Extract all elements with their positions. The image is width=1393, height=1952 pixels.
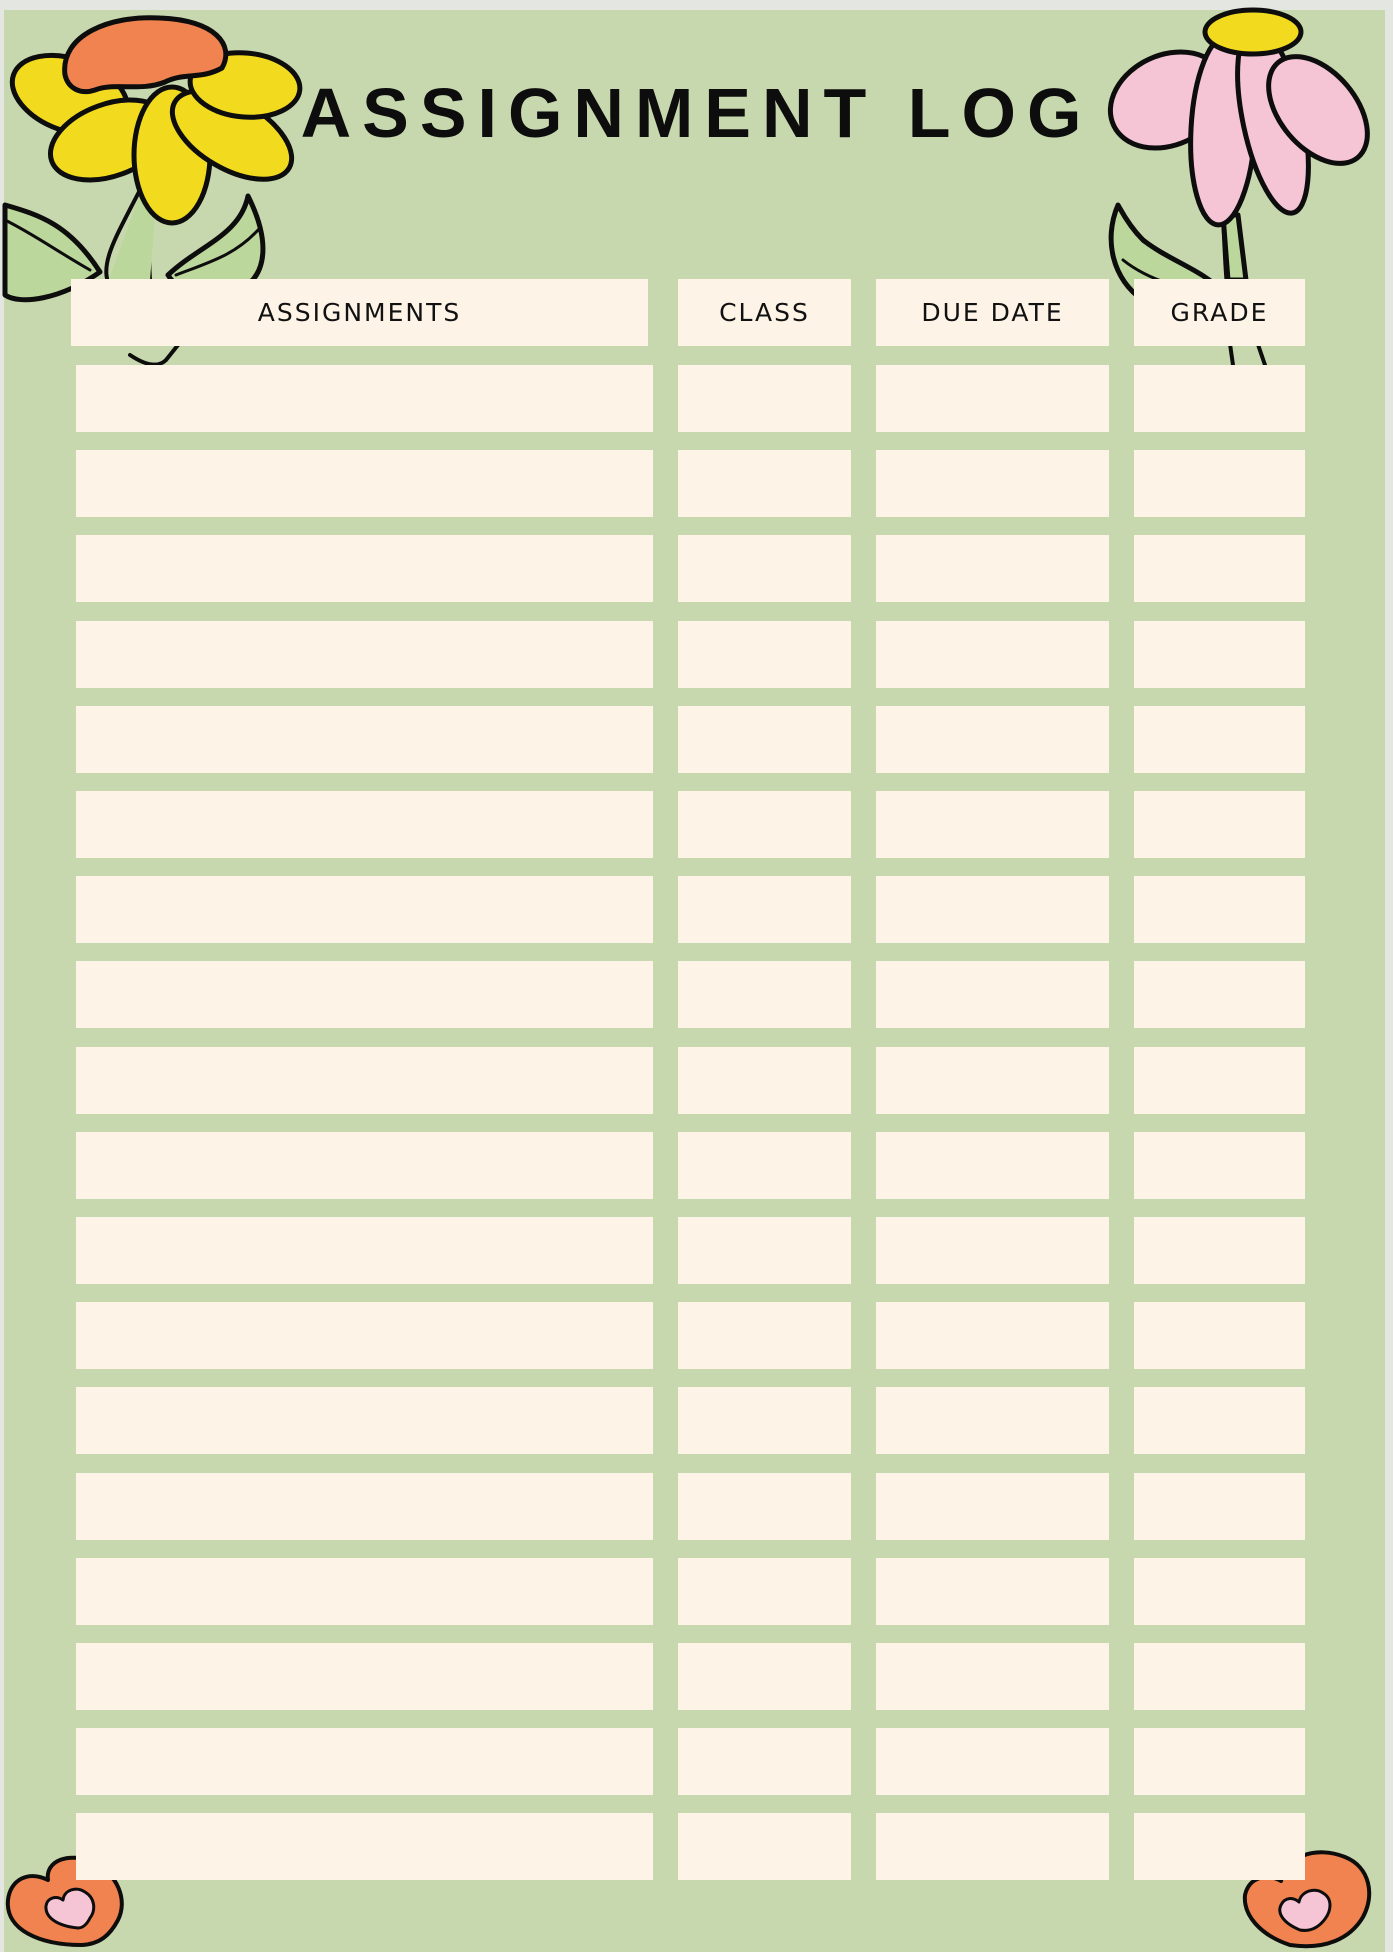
due-date-cell[interactable] [876, 876, 1109, 943]
grade-cell[interactable] [1134, 621, 1305, 688]
class-cell[interactable] [678, 1473, 851, 1540]
grade-cell[interactable] [1134, 1558, 1305, 1625]
grade-cell[interactable] [1134, 1813, 1305, 1880]
assignment-cell[interactable] [76, 450, 653, 517]
grade-cell[interactable] [1134, 1643, 1305, 1710]
assignment-cell[interactable] [76, 621, 653, 688]
class-cell[interactable] [678, 706, 851, 773]
column-header-grade: GRADE [1134, 279, 1305, 346]
grade-cell[interactable] [1134, 876, 1305, 943]
column-header-due-date: DUE DATE [876, 279, 1109, 346]
class-cell[interactable] [678, 961, 851, 1028]
assignment-cell[interactable] [76, 876, 653, 943]
grade-cell[interactable] [1134, 961, 1305, 1028]
grade-cell[interactable] [1134, 1047, 1305, 1114]
class-cell[interactable] [678, 1813, 851, 1880]
column-header-assignments: ASSIGNMENTS [71, 279, 648, 346]
class-cell[interactable] [678, 450, 851, 517]
due-date-cell[interactable] [876, 1728, 1109, 1795]
due-date-cell[interactable] [876, 706, 1109, 773]
assignment-cell[interactable] [76, 1558, 653, 1625]
assignment-cell[interactable] [76, 1132, 653, 1199]
due-date-cell[interactable] [876, 1302, 1109, 1369]
grade-cell[interactable] [1134, 365, 1305, 432]
grade-cell[interactable] [1134, 1473, 1305, 1540]
assignment-cell[interactable] [76, 1473, 653, 1540]
grade-cell[interactable] [1134, 1217, 1305, 1284]
class-cell[interactable] [678, 535, 851, 602]
due-date-cell[interactable] [876, 791, 1109, 858]
page-title: ASSIGNMENT LOG [300, 74, 1093, 152]
grade-cell[interactable] [1134, 791, 1305, 858]
assignment-cell[interactable] [76, 1387, 653, 1454]
class-cell[interactable] [678, 1217, 851, 1284]
due-date-cell[interactable] [876, 1558, 1109, 1625]
grade-cell[interactable] [1134, 1302, 1305, 1369]
class-cell[interactable] [678, 791, 851, 858]
due-date-cell[interactable] [876, 535, 1109, 602]
due-date-cell[interactable] [876, 1813, 1109, 1880]
class-cell[interactable] [678, 1302, 851, 1369]
due-date-cell[interactable] [876, 1132, 1109, 1199]
class-cell[interactable] [678, 621, 851, 688]
class-cell[interactable] [678, 1132, 851, 1199]
grade-cell[interactable] [1134, 1132, 1305, 1199]
class-cell[interactable] [678, 365, 851, 432]
class-cell[interactable] [678, 1643, 851, 1710]
due-date-cell[interactable] [876, 365, 1109, 432]
class-cell[interactable] [678, 876, 851, 943]
due-date-cell[interactable] [876, 621, 1109, 688]
grade-cell[interactable] [1134, 1728, 1305, 1795]
assignment-cell[interactable] [76, 1047, 653, 1114]
assignment-cell[interactable] [76, 961, 653, 1028]
assignment-cell[interactable] [76, 1813, 653, 1880]
assignment-cell[interactable] [76, 1643, 653, 1710]
assignment-cell[interactable] [76, 791, 653, 858]
assignment-cell[interactable] [76, 1302, 653, 1369]
class-cell[interactable] [678, 1387, 851, 1454]
due-date-cell[interactable] [876, 450, 1109, 517]
grade-cell[interactable] [1134, 1387, 1305, 1454]
due-date-cell[interactable] [876, 1643, 1109, 1710]
assignment-cell[interactable] [76, 706, 653, 773]
class-cell[interactable] [678, 1047, 851, 1114]
class-cell[interactable] [678, 1558, 851, 1625]
due-date-cell[interactable] [876, 1473, 1109, 1540]
assignment-cell[interactable] [76, 365, 653, 432]
due-date-cell[interactable] [876, 1387, 1109, 1454]
column-header-class: CLASS [678, 279, 851, 346]
grade-cell[interactable] [1134, 450, 1305, 517]
assignment-cell[interactable] [76, 535, 653, 602]
class-cell[interactable] [678, 1728, 851, 1795]
assignment-cell[interactable] [76, 1728, 653, 1795]
grade-cell[interactable] [1134, 706, 1305, 773]
due-date-cell[interactable] [876, 961, 1109, 1028]
due-date-cell[interactable] [876, 1047, 1109, 1114]
assignment-cell[interactable] [76, 1217, 653, 1284]
grade-cell[interactable] [1134, 535, 1305, 602]
due-date-cell[interactable] [876, 1217, 1109, 1284]
